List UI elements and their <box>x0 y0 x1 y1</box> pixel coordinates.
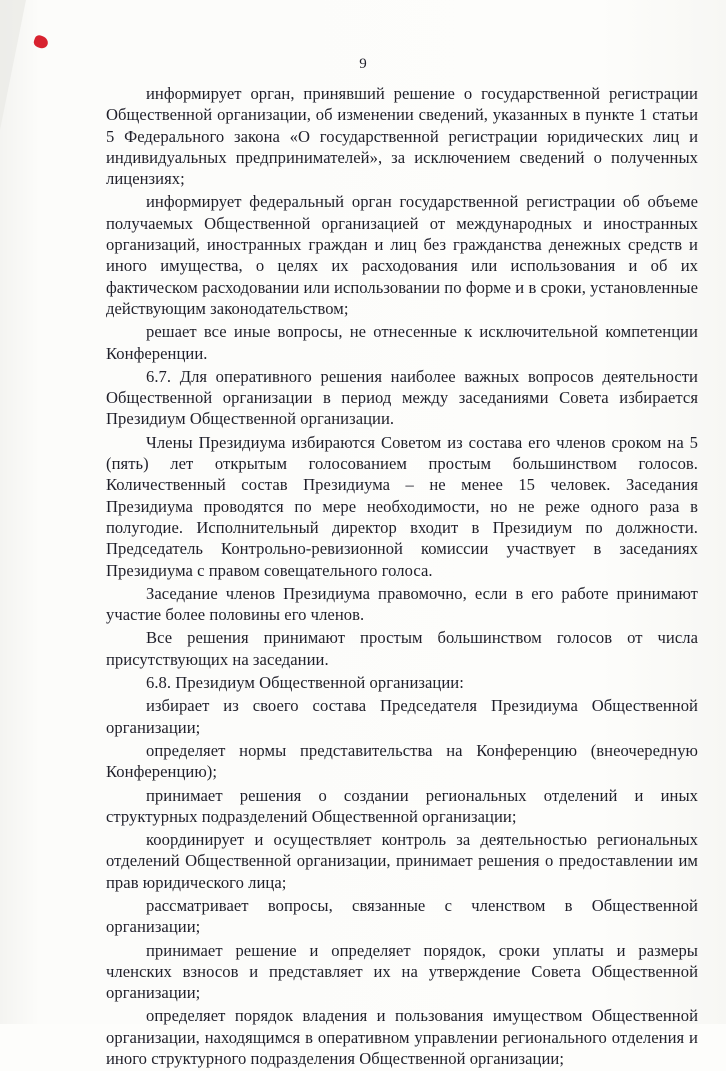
paragraph: 6.7. Для оперативного решения наиболее важных вопросов деятельности Общественной организации в период между заседаниями Совета избирается Президиум Общественной организации. <box>106 366 698 429</box>
body-text <box>106 83 698 1071</box>
page-number: 9 <box>359 56 367 72</box>
paragraph: избирает из своего состава Председателя Президиума Общественной организации; <box>106 696 698 737</box>
paragraph: рассматривает вопросы, связанные с членством в Общественной организации; <box>106 895 698 937</box>
paragraph: информирует орган, принявший решение о государственной регистрации Общественной организации, об изменении сведений, указанных в пункте 1 статьи 5 Федерального закона «О государственной регистрации юридических лиц и индивидуальных предпринимателей», за исключением сведений о полученных лицензиях; <box>106 84 698 189</box>
paragraph: Все решения принимают простым большинством голосов от числа присутствующих на заседании. <box>106 628 698 669</box>
paragraph: принимает решение и определяет порядок, сроки уплаты и размеры членских взносов и представляет их на утверждение Совета Общественной организации; <box>106 940 698 1003</box>
paragraph: определяет нормы представительства на Конференцию (внеочередную Конференцию); <box>106 740 698 782</box>
paragraph: определяет порядок владения и пользования имуществом Общественной организации, находящимся в оперативном управлении регионального отделения и иного структурного подразделения Общественной организации; <box>106 1006 698 1069</box>
paragraph: координирует и осуществляет контроль за деятельностью региональных отделений Общественной организации, принимает решения о предоставлении им прав юридического лица; <box>106 830 698 892</box>
red-ink-mark <box>32 34 49 50</box>
paragraph: Члены Президиума избираются Советом из состава его членов сроком на 5 (пять) лет открытым голосованием простым большинством голосов. Количественный состав Президиума – не менее 15 человек. Заседания Президиума проводятся по мере необходимости, но не реже одного раза в полугодие. Исполнительный директор входит в Президиум по должности. Председатель Контрольно-ревизионной комиссии участвует в заседаниях Президиума с правом совещательного голоса. <box>106 432 698 580</box>
paragraph: принимает решения о создании региональных отделений и иных структурных подразделений Общественной организации; <box>106 785 698 826</box>
paragraph: решает все иные вопросы, не отнесенные к исключительной компетенции Конференции. <box>106 322 698 363</box>
paragraph: Заседание членов Президиума правомочно, если в его работе принимают участие более половины его членов. <box>106 583 698 625</box>
paragraph: 6.8. Президиум Общественной организации: <box>146 673 464 693</box>
paragraph: информирует федеральный орган государственной регистрации об объеме получаемых Общественной организацией от международных и иностранных организаций, иностранных граждан и лиц без гражданства денежных средств и иного имущества, о целях их расходования или использования и об их фактическом расходовании или использовании по форме и в сроки, установленные действующим законодательством; <box>106 192 698 318</box>
